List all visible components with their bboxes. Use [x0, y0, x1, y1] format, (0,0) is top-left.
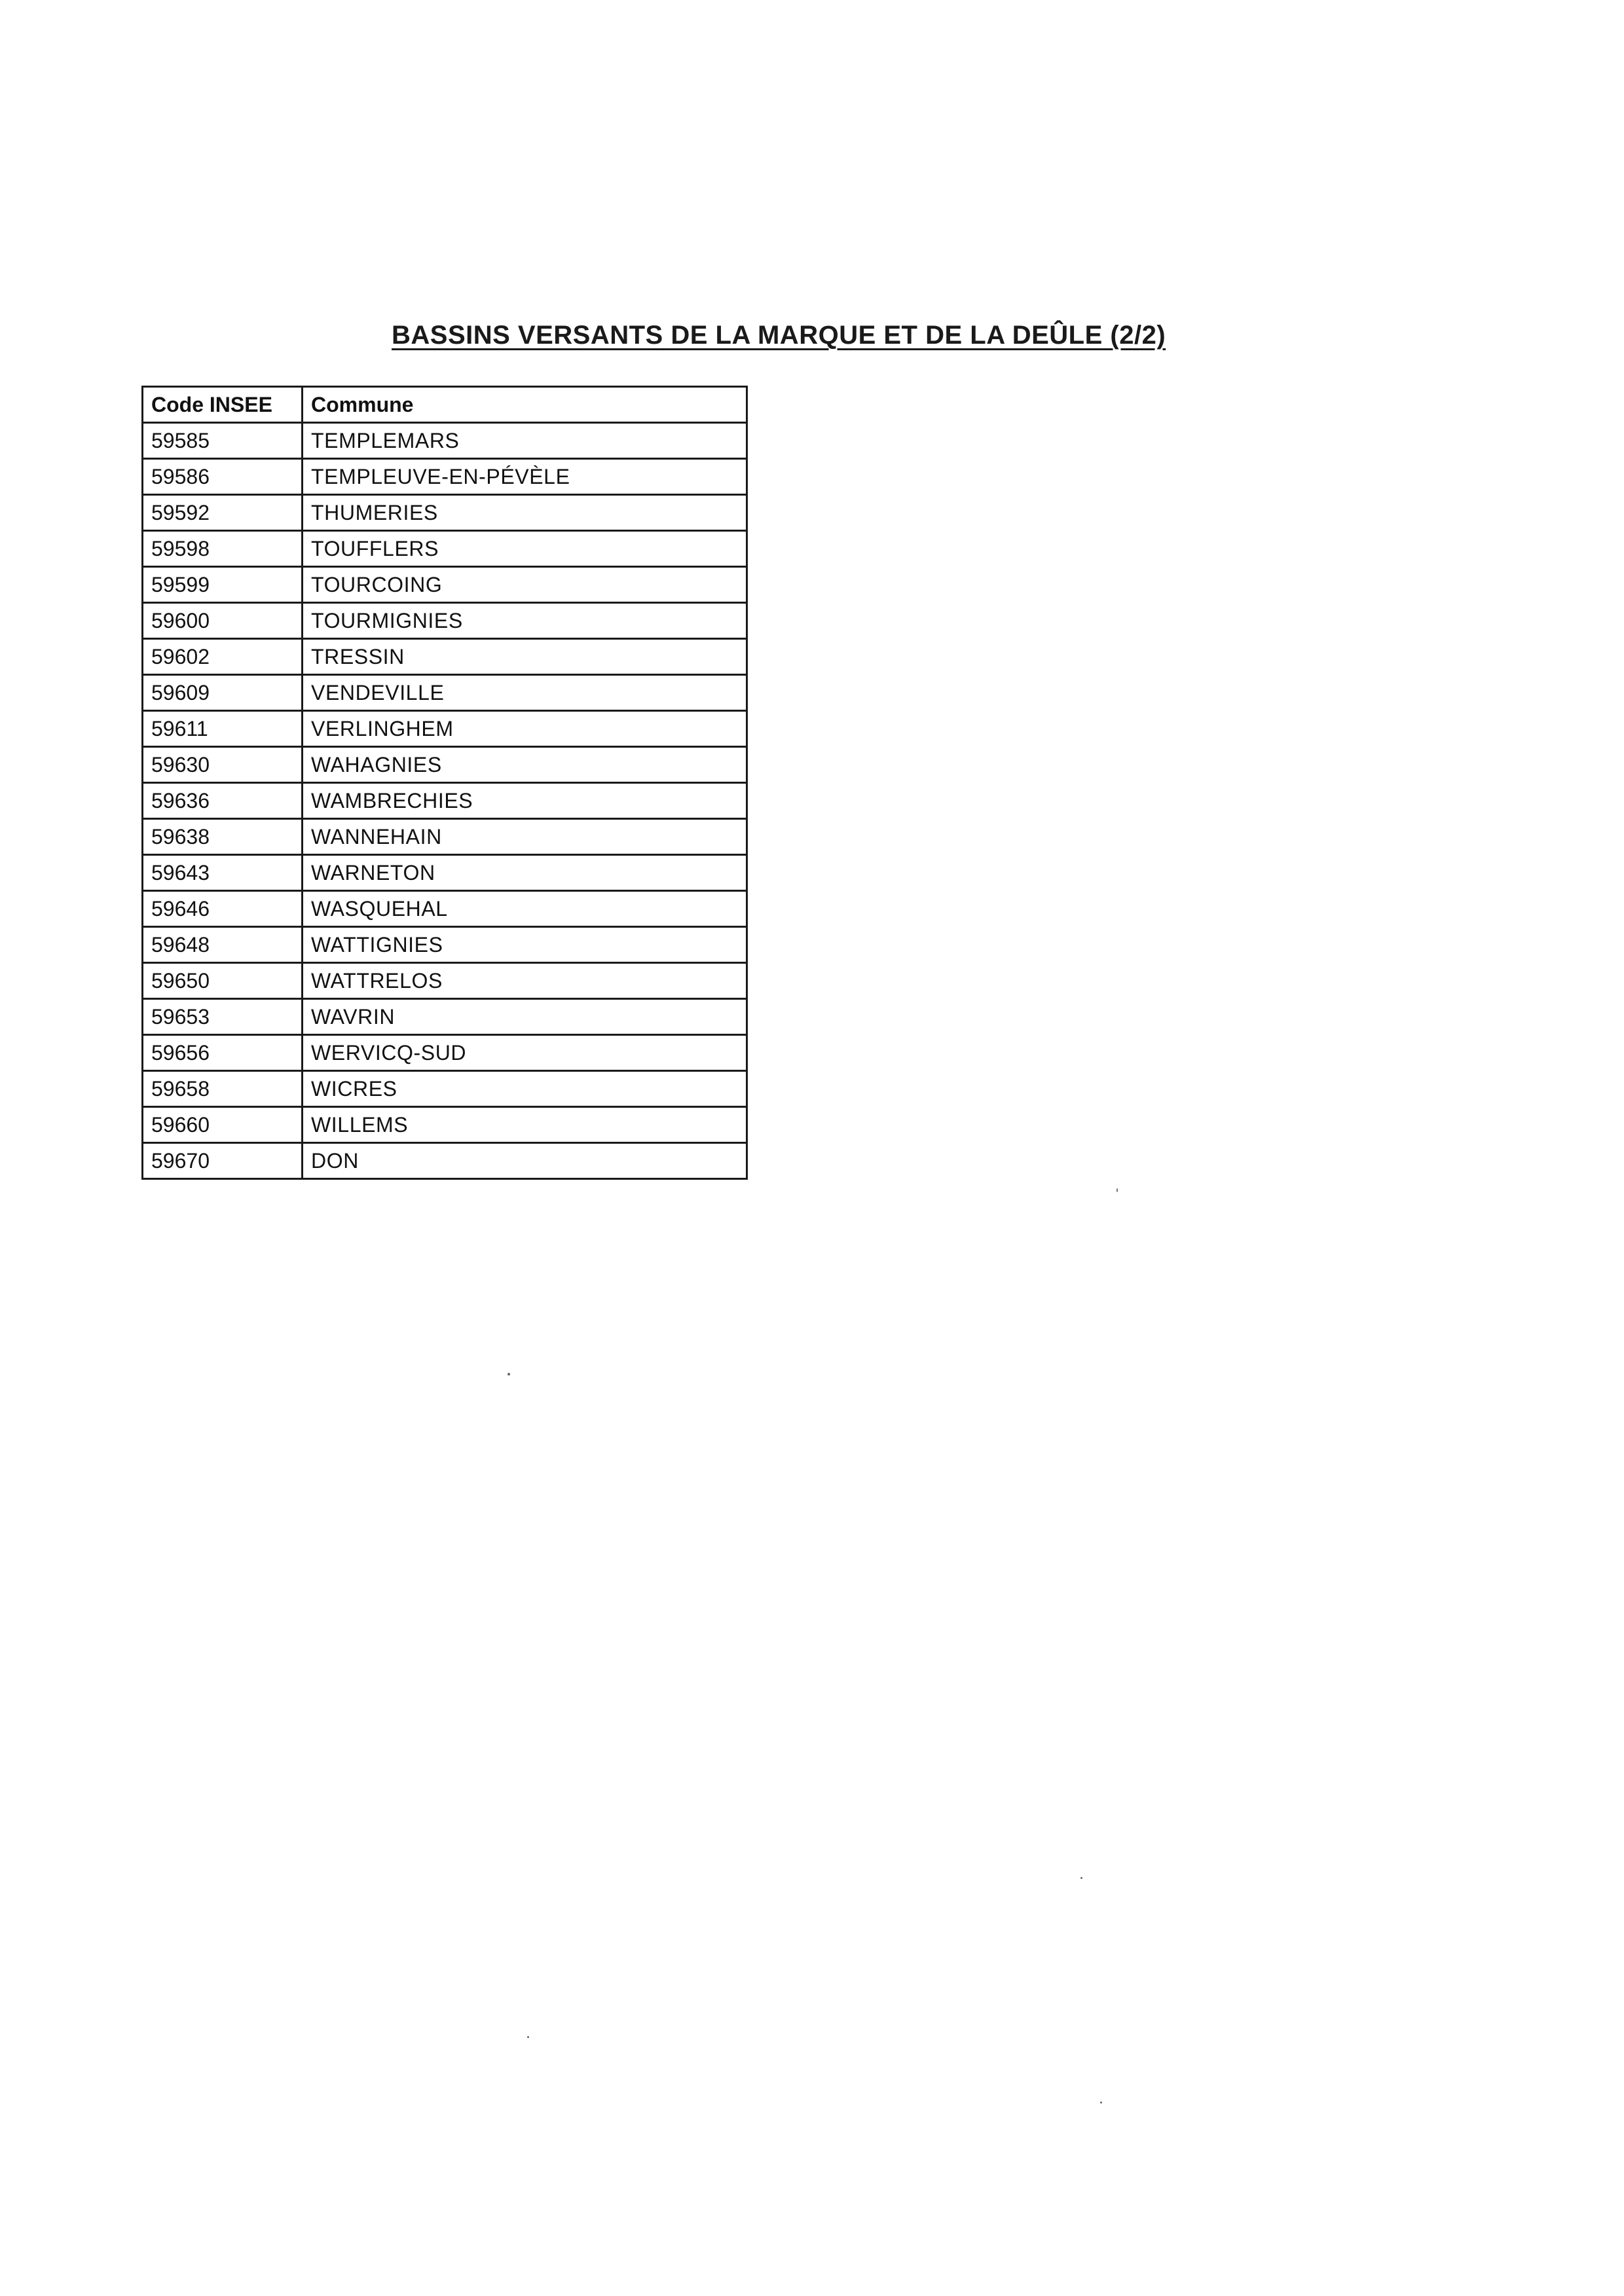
commune-cell: THUMERIES	[303, 495, 747, 531]
code-insee-cell: 59585	[143, 423, 303, 459]
commune-cell: TEMPLEMARS	[303, 423, 747, 459]
table-row	[143, 999, 747, 1035]
table-row	[143, 855, 747, 891]
table-body	[143, 423, 747, 1179]
table-row	[143, 567, 747, 603]
code-insee-cell: 59658	[143, 1071, 303, 1107]
scan-speck	[507, 1373, 510, 1376]
table-header-row	[143, 387, 747, 423]
code-insee-cell: 59600	[143, 603, 303, 639]
table-row	[143, 459, 747, 495]
commune-cell: WAVRIN	[303, 999, 747, 1035]
table-row	[143, 603, 747, 639]
commune-cell: WATTIGNIES	[303, 927, 747, 963]
table-row	[143, 639, 747, 675]
code-insee-cell: 59643	[143, 855, 303, 891]
table-row	[143, 927, 747, 963]
commune-cell: TEMPLEUVE-EN-PÉVÈLE	[303, 459, 747, 495]
commune-cell: WAHAGNIES	[303, 747, 747, 783]
table-row	[143, 891, 747, 927]
table-row	[143, 1143, 747, 1179]
code-insee-cell: 59636	[143, 783, 303, 819]
code-insee-cell: 59638	[143, 819, 303, 855]
commune-cell: VENDEVILLE	[303, 675, 747, 711]
code-insee-cell: 59646	[143, 891, 303, 927]
commune-cell: WAMBRECHIES	[303, 783, 747, 819]
commune-cell: TOURMIGNIES	[303, 603, 747, 639]
table-row	[143, 963, 747, 999]
scan-speck	[1080, 1877, 1082, 1879]
commune-cell: VERLINGHEM	[303, 711, 747, 747]
code-insee-cell: 59586	[143, 459, 303, 495]
commune-cell: WATTRELOS	[303, 963, 747, 999]
code-insee-cell: 59670	[143, 1143, 303, 1179]
scan-speck	[527, 2036, 529, 2038]
code-insee-cell: 59653	[143, 999, 303, 1035]
code-insee-cell: 59598	[143, 531, 303, 567]
code-insee-cell: 59609	[143, 675, 303, 711]
commune-cell: WANNEHAIN	[303, 819, 747, 855]
table-row	[143, 495, 747, 531]
commune-cell: TRESSIN	[303, 639, 747, 675]
page-title: BASSINS VERSANTS DE LA MARQUE ET DE LA DEÛLE (2/2)	[392, 321, 1166, 350]
table-row	[143, 747, 747, 783]
commune-cell: WICRES	[303, 1071, 747, 1107]
column-header-commune: Commune	[303, 387, 747, 423]
code-insee-cell: 59611	[143, 711, 303, 747]
table-row	[143, 819, 747, 855]
commune-cell: WILLEMS	[303, 1107, 747, 1143]
code-insee-cell: 59650	[143, 963, 303, 999]
code-insee-cell: 59630	[143, 747, 303, 783]
commune-cell: TOUFFLERS	[303, 531, 747, 567]
code-insee-cell: 59660	[143, 1107, 303, 1143]
code-insee-cell: 59602	[143, 639, 303, 675]
scan-speck	[1100, 2102, 1102, 2104]
table-row	[143, 675, 747, 711]
commune-cell: WARNETON	[303, 855, 747, 891]
table-row	[143, 1035, 747, 1071]
commune-table	[141, 386, 748, 1180]
code-insee-cell: 59648	[143, 927, 303, 963]
code-insee-cell: 59599	[143, 567, 303, 603]
commune-cell: WASQUEHAL	[303, 891, 747, 927]
code-insee-cell: 59656	[143, 1035, 303, 1071]
commune-cell: TOURCOING	[303, 567, 747, 603]
table-row	[143, 783, 747, 819]
table-row	[143, 1107, 747, 1143]
scan-speck	[1116, 1188, 1118, 1192]
table-row	[143, 711, 747, 747]
table-row	[143, 1071, 747, 1107]
table-row	[143, 423, 747, 459]
code-insee-cell: 59592	[143, 495, 303, 531]
commune-cell: WERVICQ-SUD	[303, 1035, 747, 1071]
table-row	[143, 531, 747, 567]
commune-cell: DON	[303, 1143, 747, 1179]
column-header-code-insee: Code INSEE	[143, 387, 303, 423]
